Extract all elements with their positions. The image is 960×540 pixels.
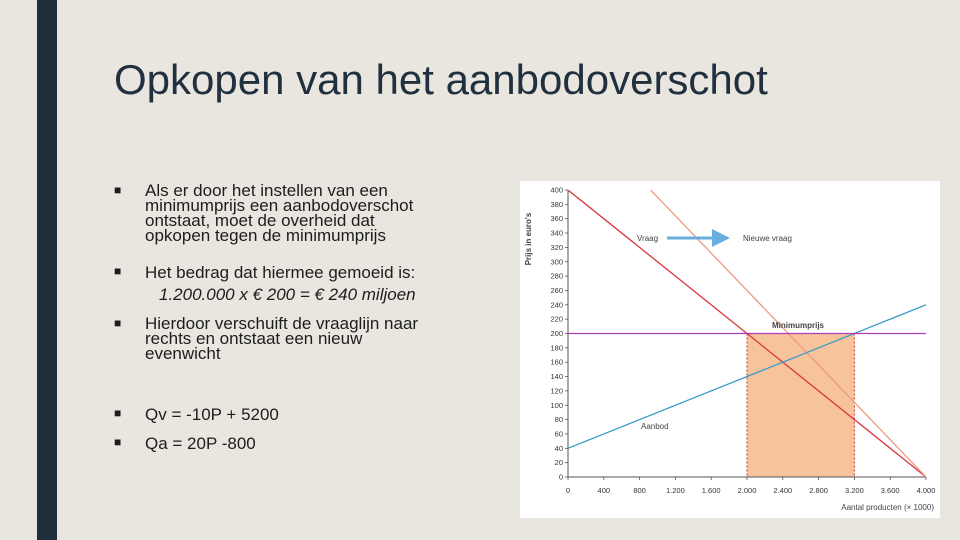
x-tick-label: 1.600 [701, 486, 721, 495]
chart-svg [520, 181, 940, 518]
y-tick-label: 360 [550, 214, 563, 224]
bullet-emphasis-text: 1.200.000 x € 200 = € 240 miljoen [159, 285, 416, 304]
bullet-marker-icon: ■ [114, 435, 122, 449]
bullet-text-line: evenwicht [145, 344, 221, 363]
bullet-text-line: ontstaat, moet de overheid dat [145, 211, 375, 230]
x-tick-label: 4.000 [916, 486, 936, 495]
y-tick-label: 340 [550, 228, 563, 238]
y-tick-label: 120 [550, 386, 563, 396]
x-tick-label: 800 [633, 486, 646, 495]
y-tick-label: 0 [558, 472, 563, 482]
bullet-marker-icon: ■ [114, 406, 122, 420]
y-tick-label: 200 [550, 329, 563, 338]
y-tick-label: 220 [550, 314, 563, 324]
y-tick-label: 180 [550, 343, 563, 353]
bullet-text-line: Het bedrag dat hiermee gemoeid is: [145, 263, 416, 282]
bullet-text-line: rechts en ontstaat een nieuw [145, 329, 363, 348]
y-tick-label: 400 [550, 185, 563, 195]
y-tick-label: 100 [550, 400, 563, 410]
y-tick-label: 320 [550, 242, 563, 252]
x-tick-label: 2.000 [737, 486, 757, 495]
y-tick-label: 240 [550, 300, 563, 310]
y-tick-label: 280 [550, 271, 563, 281]
y-tick-label: 260 [550, 285, 563, 295]
x-tick-label: 1.200 [666, 486, 685, 495]
x-axis-label: Aantal producten (× 1000) [841, 503, 934, 512]
bullet-text-line: Qa = 20P -800 [145, 434, 256, 453]
bullet-text-line: opkopen tegen de minimumprijs [145, 226, 386, 245]
series-label-nieuwe-vraag: Nieuwe vraag [743, 234, 792, 243]
bullet-text-line: minimumprijs een aanbodoverschot [145, 196, 414, 215]
series-label-aanbod: Aanbod [641, 422, 669, 431]
bullet-marker-icon: ■ [114, 316, 122, 330]
x-tick-label: 0 [565, 486, 571, 495]
y-axis-label: Prijs in euro's [524, 212, 533, 266]
y-tick-label: 140 [550, 372, 563, 382]
bullet-text-line: Als er door het instellen van een [145, 181, 388, 200]
side-accent-bar [37, 0, 57, 540]
x-tick-label: 3.200 [845, 486, 864, 495]
series-label-minimumprijs: Minimumprijs [772, 321, 825, 330]
bullet-marker-icon: ■ [114, 183, 122, 197]
series-label-vraag: Vraag [637, 234, 659, 243]
y-tick-label: 160 [550, 357, 563, 367]
x-tick-label: 3.600 [880, 486, 900, 495]
y-tick-label: 300 [550, 257, 563, 267]
chart-figure [520, 181, 940, 518]
y-tick-label: 80 [554, 415, 563, 425]
y-tick-label: 40 [554, 443, 563, 453]
y-tick-label: 20 [554, 458, 563, 468]
bullet-text-line: Hierdoor verschuift de vraaglijn naar [145, 314, 419, 333]
x-tick-label: 2.400 [773, 486, 793, 495]
x-tick-label: 400 [597, 486, 611, 495]
bullet-marker-icon: ■ [114, 264, 122, 278]
y-tick-label: 380 [550, 199, 563, 209]
y-tick-label: 60 [554, 429, 563, 439]
x-tick-label: 2.800 [809, 486, 828, 495]
bullet-text-line: Qv = -10P + 5200 [145, 405, 279, 424]
slide-title: Opkopen van het aanbodoverschot [114, 56, 768, 103]
